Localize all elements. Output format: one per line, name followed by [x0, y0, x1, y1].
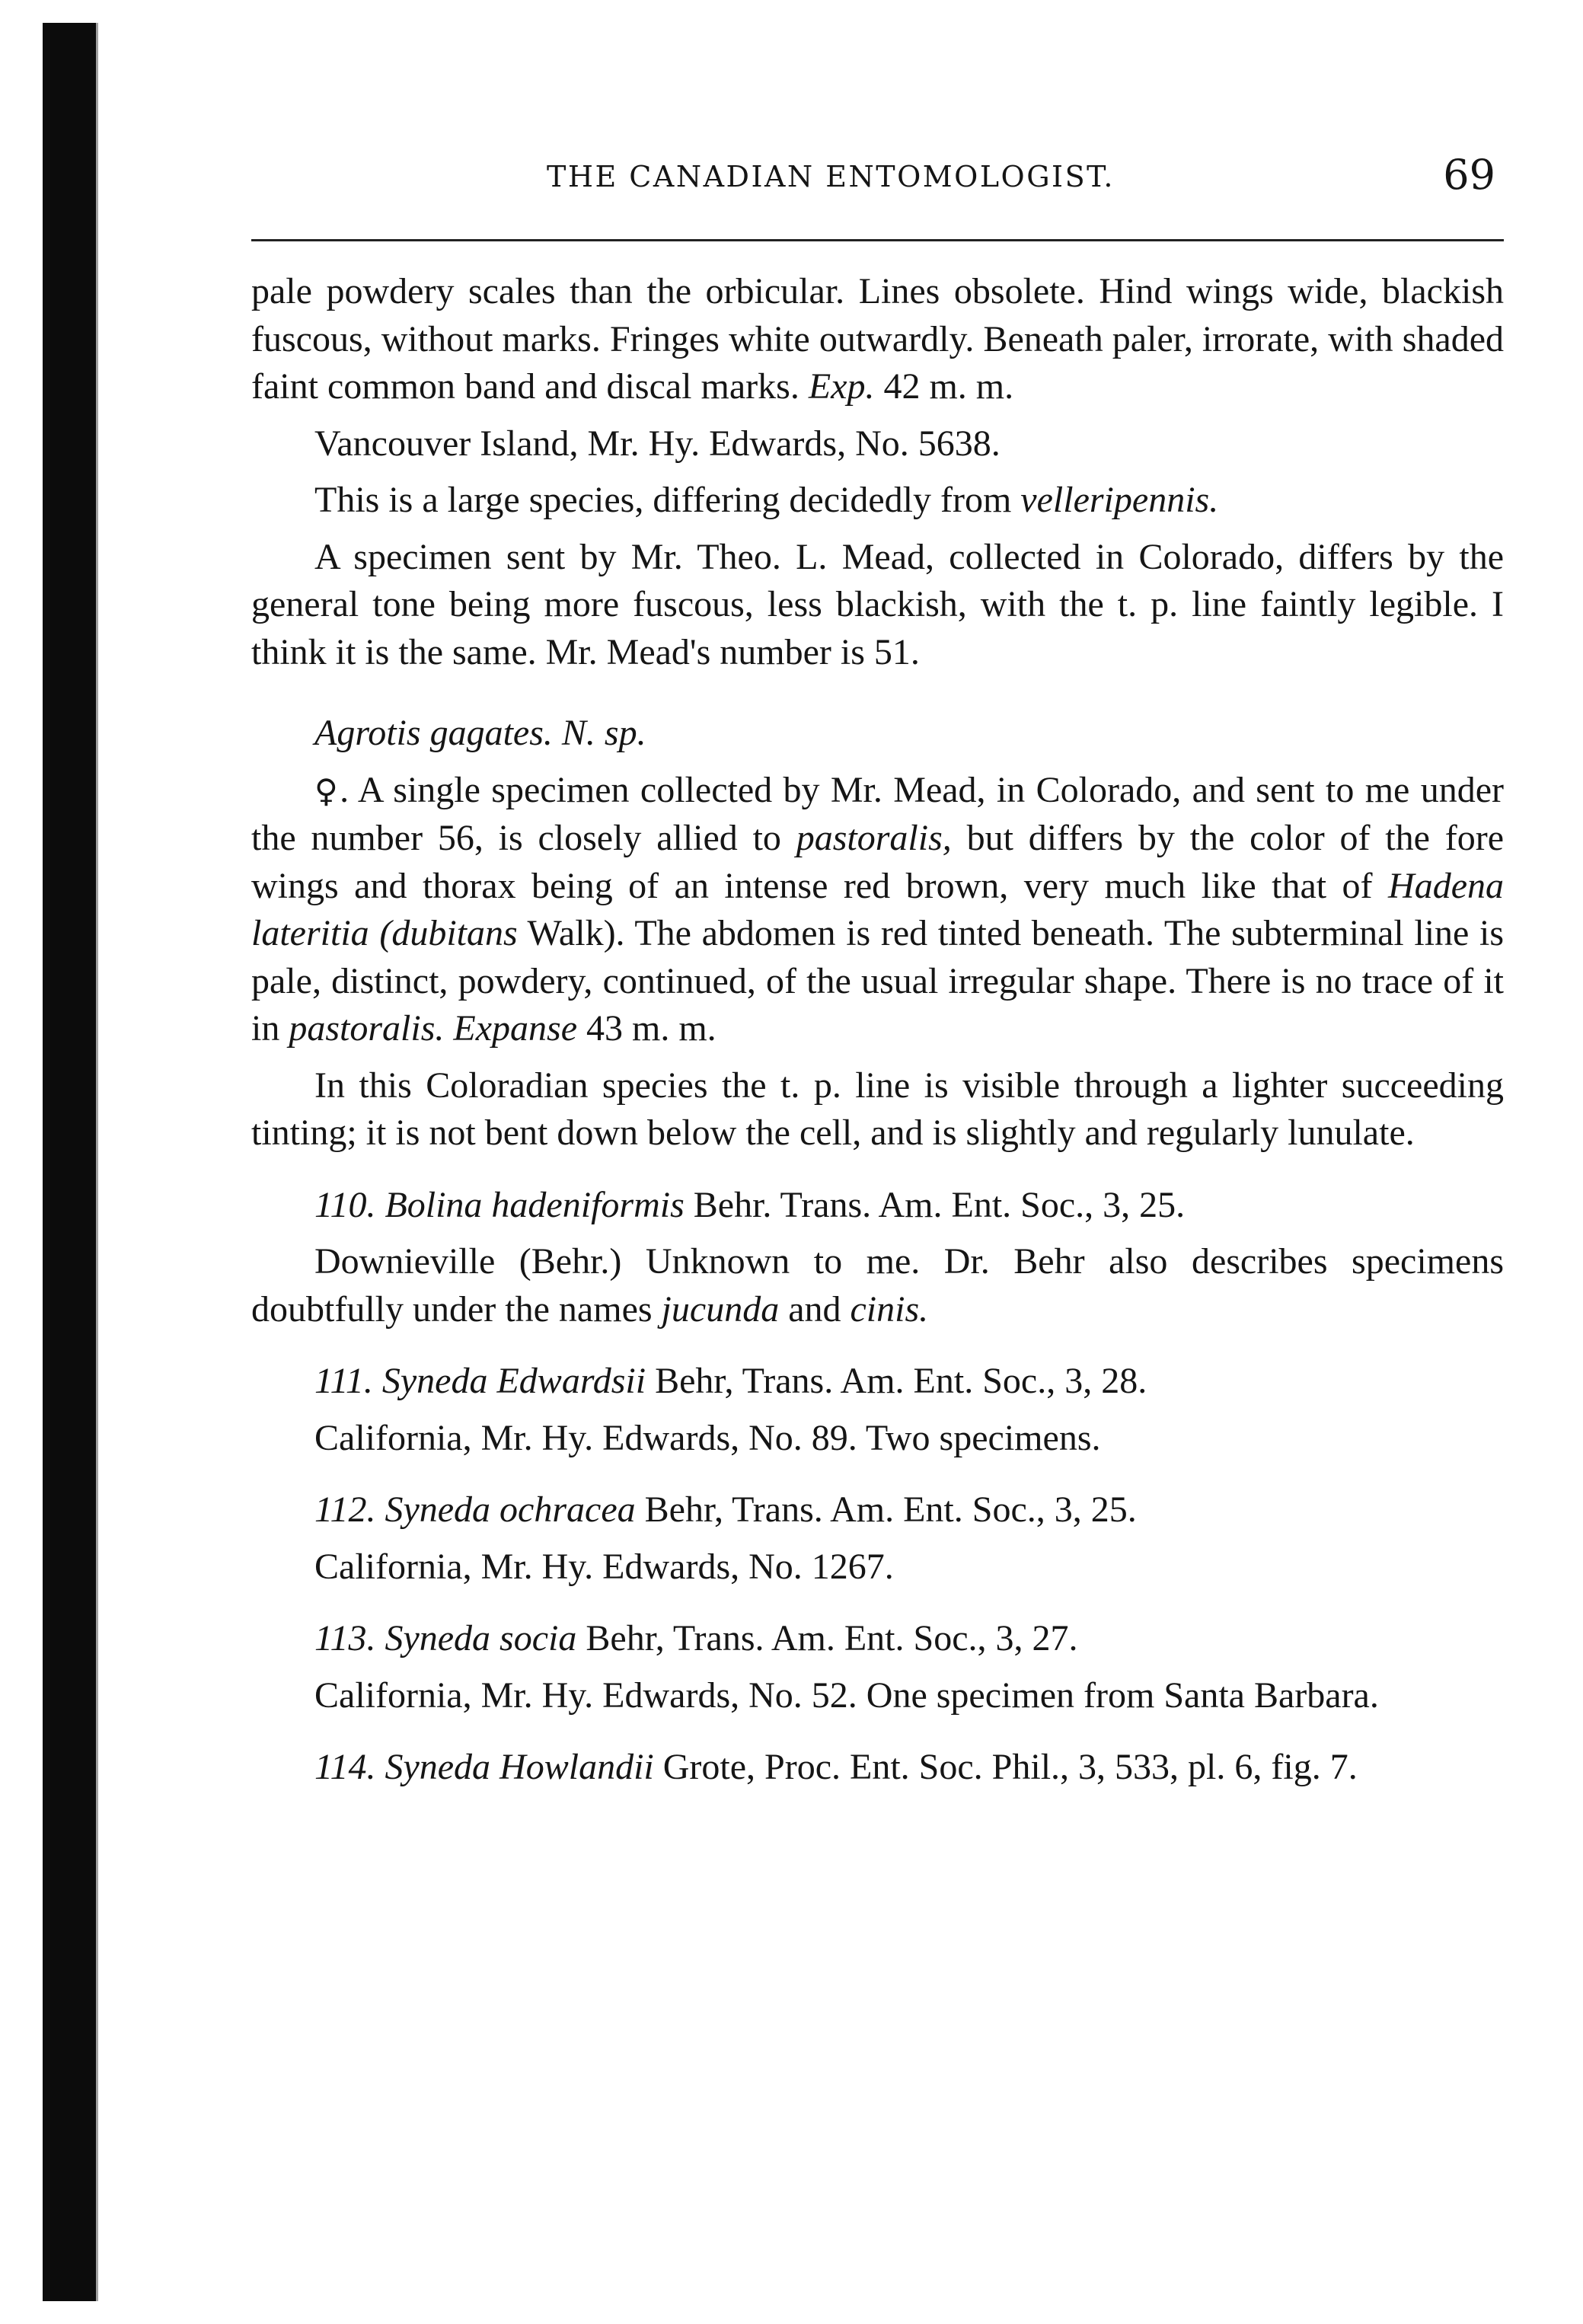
species-name: (dubitans	[379, 913, 518, 953]
entry-number: 110.	[314, 1184, 376, 1225]
entry-113-note: California, Mr. Hy. Edwards, No. 52. One specimen from Santa Barbara.	[314, 1674, 1379, 1716]
header-rule	[251, 239, 1504, 241]
paragraph-description	[251, 268, 1504, 411]
text: . A single specimen collected by Mr. Mead, in Colorado, and sent to me under the number 56, is closely allied to	[251, 769, 1505, 858]
page-body	[251, 268, 1504, 1792]
page-header	[251, 151, 1505, 204]
paragraph-locality: Vancouver Island, Mr. Hy. Edwards, No. 5638.	[314, 423, 1001, 464]
entry-112-note: California, Mr. Hy. Edwards, No. 1267.	[314, 1546, 894, 1587]
entry-111-heading	[251, 1358, 1504, 1406]
species-name: Syneda socia	[385, 1618, 577, 1658]
entry-number: 111.	[314, 1361, 373, 1401]
reference: Behr. Trans. Am. Ent. Soc., 3, 25.	[693, 1184, 1186, 1225]
entry-112-heading	[251, 1486, 1504, 1534]
book-spine-shadow	[43, 23, 96, 2301]
reference: Behr, Trans. Am. Ent. Soc., 3, 25.	[644, 1489, 1137, 1530]
measurement: 42 m. m.	[883, 366, 1014, 407]
entry-number: 114.	[314, 1747, 376, 1787]
paragraph-coloradian: In this Coloradian species the t. p. line is visible through a lighter succeeding tinting; it is not bent down below the cell, and is slightly and regularly lunulate.	[251, 1065, 1504, 1153]
paragraph-specimen: A specimen sent by Mr. Theo. L. Mead, collected in Colorado, differs by the general tone being more fuscous, less blackish, with the t. p. line faintly legible. I think it is the same. Mr. Mead's number is 51.	[251, 536, 1504, 672]
text: and	[788, 1288, 841, 1330]
entry-number: 112.	[314, 1489, 376, 1530]
text: Walk). The abdomen is red tinted beneath. The subterminal line is pale, distinct, powdery, continued, of the usual irregular shape. There is no trace of it in	[251, 913, 1505, 1049]
species-name: Syneda Edwardsii	[381, 1361, 646, 1401]
text: This is a large species, differing decidedly from	[314, 480, 1012, 520]
paragraph-remark	[251, 477, 1504, 525]
species-name: cinis.	[850, 1288, 929, 1330]
species-name: velleripennis.	[1020, 480, 1219, 520]
species-name: Hadena lateritia	[251, 865, 1504, 953]
page-number: 69	[1443, 151, 1495, 199]
text: but differs by the color of the fore wings and thorax being of an intense red brown, very much like that of	[251, 818, 1505, 906]
female-symbol: ♀	[314, 771, 340, 809]
reference: Behr, Trans. Am. Ent. Soc., 3, 28.	[655, 1361, 1147, 1401]
text: Downieville (Behr.) Unknown to me. Dr. Behr also describes specimens doubtfully under the names	[251, 1241, 1504, 1330]
entry-111-note: California, Mr. Hy. Edwards, No. 89. Two specimens.	[314, 1417, 1101, 1458]
paragraph-gagates	[251, 767, 1504, 1053]
species-name: Syneda Howlandii	[385, 1747, 654, 1787]
species-name: jucunda	[661, 1288, 780, 1330]
entry-113-heading	[251, 1615, 1504, 1663]
new-species-mark: N. sp.	[561, 713, 646, 753]
expanse-label: Expanse	[453, 1008, 577, 1049]
species-name: pastoralis.	[289, 1008, 445, 1049]
species-heading	[251, 710, 1504, 758]
abbrev-exp: Exp.	[808, 366, 875, 407]
running-title: THE CANADIAN ENTOMOLOGIST.	[547, 160, 1115, 193]
spine-edge	[96, 23, 98, 2301]
entry-114-heading	[251, 1744, 1504, 1792]
species-name: Bolina hadeniformis	[385, 1184, 685, 1225]
reference: Behr, Trans. Am. Ent. Soc., 3, 27.	[586, 1618, 1078, 1658]
species-title: Agrotis gagates.	[314, 713, 553, 753]
measurement: 43 m. m.	[586, 1008, 716, 1049]
entry-number: 113.	[314, 1618, 376, 1658]
entry-110-heading	[251, 1182, 1504, 1230]
species-name: Syneda ochracea	[385, 1489, 636, 1530]
reference: Grote, Proc. Ent. Soc. Phil., 3, 533, pl. 6, fig. 7.	[662, 1747, 1358, 1787]
species-name: pastoralis,	[796, 818, 952, 858]
text: pale powdery scales than the orbicular. Lines obsolete. Hind wings wide, blackish fuscous, without marks. Fringes white outwardly. Beneath paler, irrorate, with shaded faint common band and discal marks.	[251, 271, 1504, 407]
entry-110-note	[251, 1238, 1504, 1333]
